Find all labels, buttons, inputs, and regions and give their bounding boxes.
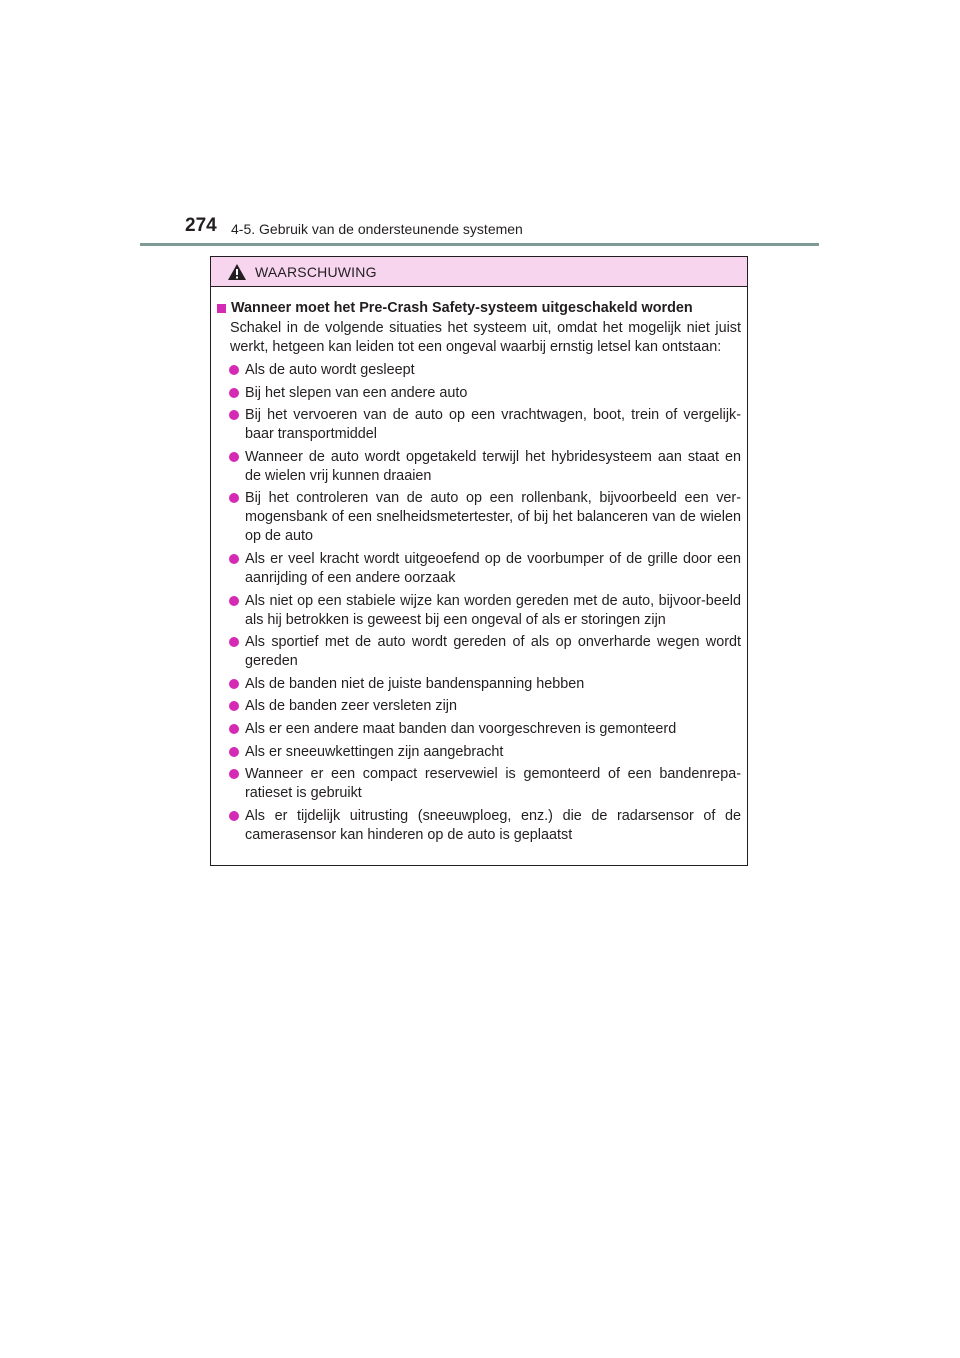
situation-list <box>217 361 741 845</box>
situation-list-item <box>217 743 741 762</box>
warning-header <box>211 257 747 287</box>
situation-list-item <box>217 633 741 671</box>
round-bullet-icon <box>229 679 239 689</box>
situation-text: Als de auto wordt gesleept <box>245 362 415 378</box>
page-number: 274 <box>185 215 217 236</box>
situation-list-item <box>217 675 741 694</box>
situation-text: Bij het vervoeren van de auto op een vrachtwagen, boot, trein of vergelijk-baar transportmiddel <box>245 407 741 443</box>
warning-intro: Schakel in de volgende situaties het systeem uit, omdat het mogelijk niet juist werkt, hetgeen kan leiden tot een ongeval waarbij ernstig letsel kan ontstaan: <box>230 320 741 355</box>
warning-triangle-icon <box>227 263 247 281</box>
round-bullet-icon <box>229 637 239 647</box>
situation-text: Wanneer de auto wordt opgetakeld terwijl het hybridesysteem aan staat en de wielen vrij kunnen draaien <box>245 448 741 484</box>
round-bullet-icon <box>229 388 239 398</box>
round-bullet-icon <box>229 811 239 821</box>
situation-list-item <box>217 489 741 546</box>
situation-list-item <box>217 697 741 716</box>
square-bullet-icon <box>217 304 226 313</box>
situation-list-item <box>217 765 741 803</box>
round-bullet-icon <box>229 769 239 779</box>
round-bullet-icon <box>229 724 239 734</box>
situation-list-item <box>217 807 741 845</box>
situation-list-item <box>217 592 741 630</box>
round-bullet-icon <box>229 596 239 606</box>
situation-text: Wanneer er een compact reservewiel is gemonteerd of een bandenrepa-ratieset is gebruikt <box>245 766 741 802</box>
situation-text: Als er tijdelijk uitrusting (sneeuwploeg, enz.) die de radarsensor of de camerasensor kan hinderen op de auto is geplaatst <box>245 807 741 843</box>
section-title: 4-5. Gebruik van de ondersteunende systemen <box>231 221 523 237</box>
round-bullet-icon <box>229 747 239 757</box>
warning-label: WAARSCHUWING <box>255 263 377 280</box>
situation-list-item <box>217 448 741 486</box>
situation-text: Als niet op een stabiele wijze kan worden gereden met de auto, bijvoor-beeld als hij betrokken is geweest bij een ongeval of als er storingen zijn <box>245 592 741 628</box>
situation-text: Bij het controleren van de auto op een rollenbank, bijvoorbeeld een ver-mogensbank of een snelheidsmetertester, of bij het balanceren van de wielen op de auto <box>245 490 741 545</box>
situation-text: Bij het slepen van een andere auto <box>245 384 468 401</box>
round-bullet-icon <box>229 554 239 564</box>
warning-topic <box>217 299 741 318</box>
round-bullet-icon <box>229 701 239 711</box>
round-bullet-icon <box>229 493 239 503</box>
situation-list-item <box>217 384 741 403</box>
header-rule <box>140 243 819 246</box>
warning-body <box>211 287 747 845</box>
situation-list-item <box>217 406 741 444</box>
situation-text: Als er sneeuwkettingen zijn aangebracht <box>245 743 504 760</box>
round-bullet-icon <box>229 410 239 420</box>
situation-list-item <box>217 550 741 588</box>
warning-box <box>210 256 748 866</box>
warning-topic-text: Wanneer moet het Pre-Crash Safety-systeem uitgeschakeld worden <box>231 300 693 316</box>
situation-list-item <box>217 720 741 739</box>
situation-text: Als de banden zeer versleten zijn <box>245 698 457 715</box>
situation-text: Als de banden niet de juiste bandenspanning hebben <box>245 675 585 692</box>
round-bullet-icon <box>229 452 239 462</box>
round-bullet-icon <box>229 365 239 375</box>
situation-text: Als er veel kracht wordt uitgeoefend op de voorbumper of de grille door een aanrijding of een andere oorzaak <box>245 550 741 586</box>
situation-list-item <box>217 361 741 380</box>
situation-text: Als er een andere maat banden dan voorgeschreven is gemonteerd <box>245 720 677 737</box>
situation-text: Als sportief met de auto wordt gereden of als op onverharde wegen wordt gereden <box>245 634 741 670</box>
